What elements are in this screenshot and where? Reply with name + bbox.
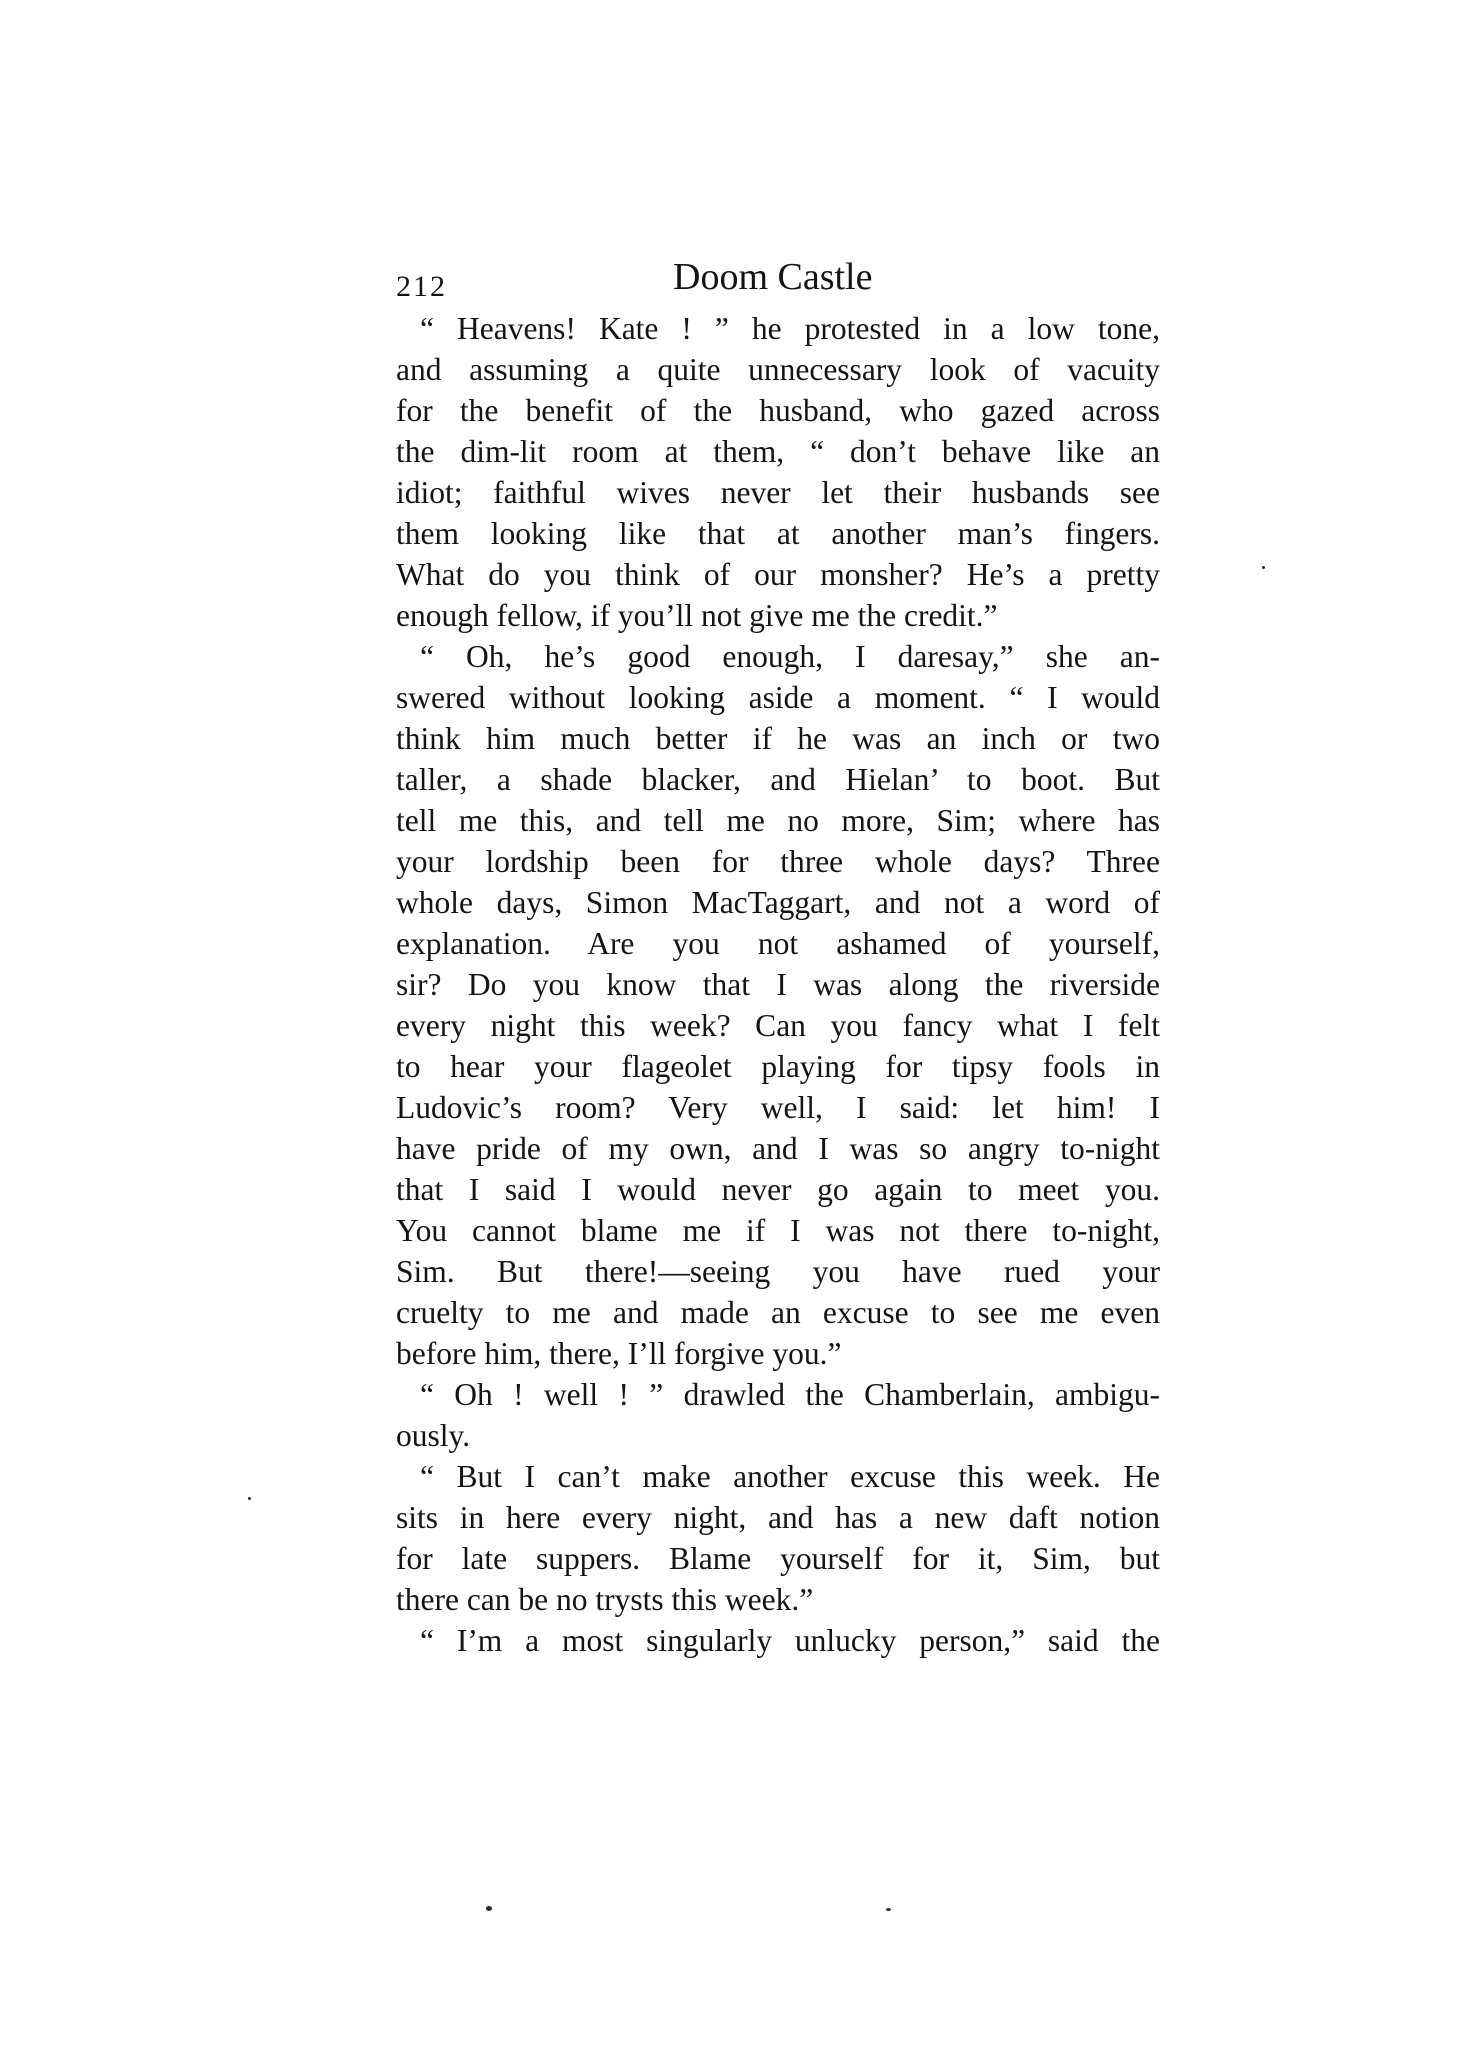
text-line: to hear your flageolet playing for tipsy fools in bbox=[396, 1049, 1160, 1084]
text-line: “ Oh, he’s good enough, I daresay,” she an- bbox=[420, 639, 1160, 674]
text-line: ously. bbox=[396, 1418, 471, 1453]
text-line: enough fellow, if you’ll not give me the credit.” bbox=[396, 598, 998, 633]
text-line: tell me this, and tell me no more, Sim; where has bbox=[396, 803, 1160, 838]
text-line: Sim. But there!—seeing you have rued your bbox=[396, 1254, 1160, 1289]
text-line: them looking like that at another man’s fingers. bbox=[396, 516, 1160, 551]
text-line: for late suppers. Blame yourself for it, Sim, but bbox=[396, 1541, 1160, 1576]
print-speck bbox=[486, 1906, 492, 1911]
text-line: every night this week? Can you fancy what I felt bbox=[396, 1008, 1160, 1043]
text-line: that I said I would never go again to meet you. bbox=[396, 1172, 1160, 1207]
text-line: “ Heavens! Kate ! ” he protested in a low tone, bbox=[420, 311, 1160, 346]
text-line: before him, there, I’ll forgive you.” bbox=[396, 1336, 842, 1371]
text-line: taller, a shade blacker, and Hielan’ to boot. But bbox=[396, 762, 1160, 797]
text-line: What do you think of our monsher? He’s a pretty bbox=[396, 557, 1160, 592]
print-speck bbox=[248, 1497, 251, 1500]
body-text bbox=[396, 308, 1160, 1661]
text-line: the dim-lit room at them, “ don’t behave like an bbox=[396, 434, 1160, 469]
text-line: Ludovic’s room? Very well, I said: let him! I bbox=[396, 1090, 1160, 1125]
text-line: your lordship been for three whole days? Three bbox=[396, 844, 1160, 879]
text-line: You cannot blame me if I was not there to-night, bbox=[396, 1213, 1160, 1248]
text-line: whole days, Simon MacTaggart, and not a word of bbox=[396, 885, 1160, 920]
print-speck bbox=[1262, 566, 1265, 569]
text-line: “ I’m a most singularly unlucky person,” said the bbox=[420, 1623, 1160, 1658]
text-line: idiot; faithful wives never let their husbands see bbox=[396, 475, 1160, 510]
page-header bbox=[396, 258, 1160, 308]
text-line: “ But I can’t make another excuse this week. He bbox=[420, 1459, 1160, 1494]
print-speck bbox=[886, 1908, 891, 1911]
text-line: and assuming a quite unnecessary look of vacuity bbox=[396, 352, 1160, 387]
page-number: 212 bbox=[396, 270, 447, 303]
text-line: think him much better if he was an inch or two bbox=[396, 721, 1160, 756]
text-line: explanation. Are you not ashamed of yourself, bbox=[396, 926, 1160, 961]
text-line: for the benefit of the husband, who gazed across bbox=[396, 393, 1160, 428]
text-line: have pride of my own, and I was so angry to-night bbox=[396, 1131, 1160, 1166]
text-line: sits in here every night, and has a new daft notion bbox=[396, 1500, 1160, 1535]
text-line: sir? Do you know that I was along the riverside bbox=[396, 967, 1160, 1002]
text-line: there can be no trysts this week.” bbox=[396, 1582, 814, 1617]
text-line: “ Oh ! well ! ” drawled the Chamberlain, ambigu- bbox=[420, 1377, 1160, 1412]
text-line: swered without looking aside a moment. “ I would bbox=[396, 680, 1160, 715]
text-line: cruelty to me and made an excuse to see me even bbox=[396, 1295, 1160, 1330]
running-title: Doom Castle bbox=[673, 256, 873, 298]
